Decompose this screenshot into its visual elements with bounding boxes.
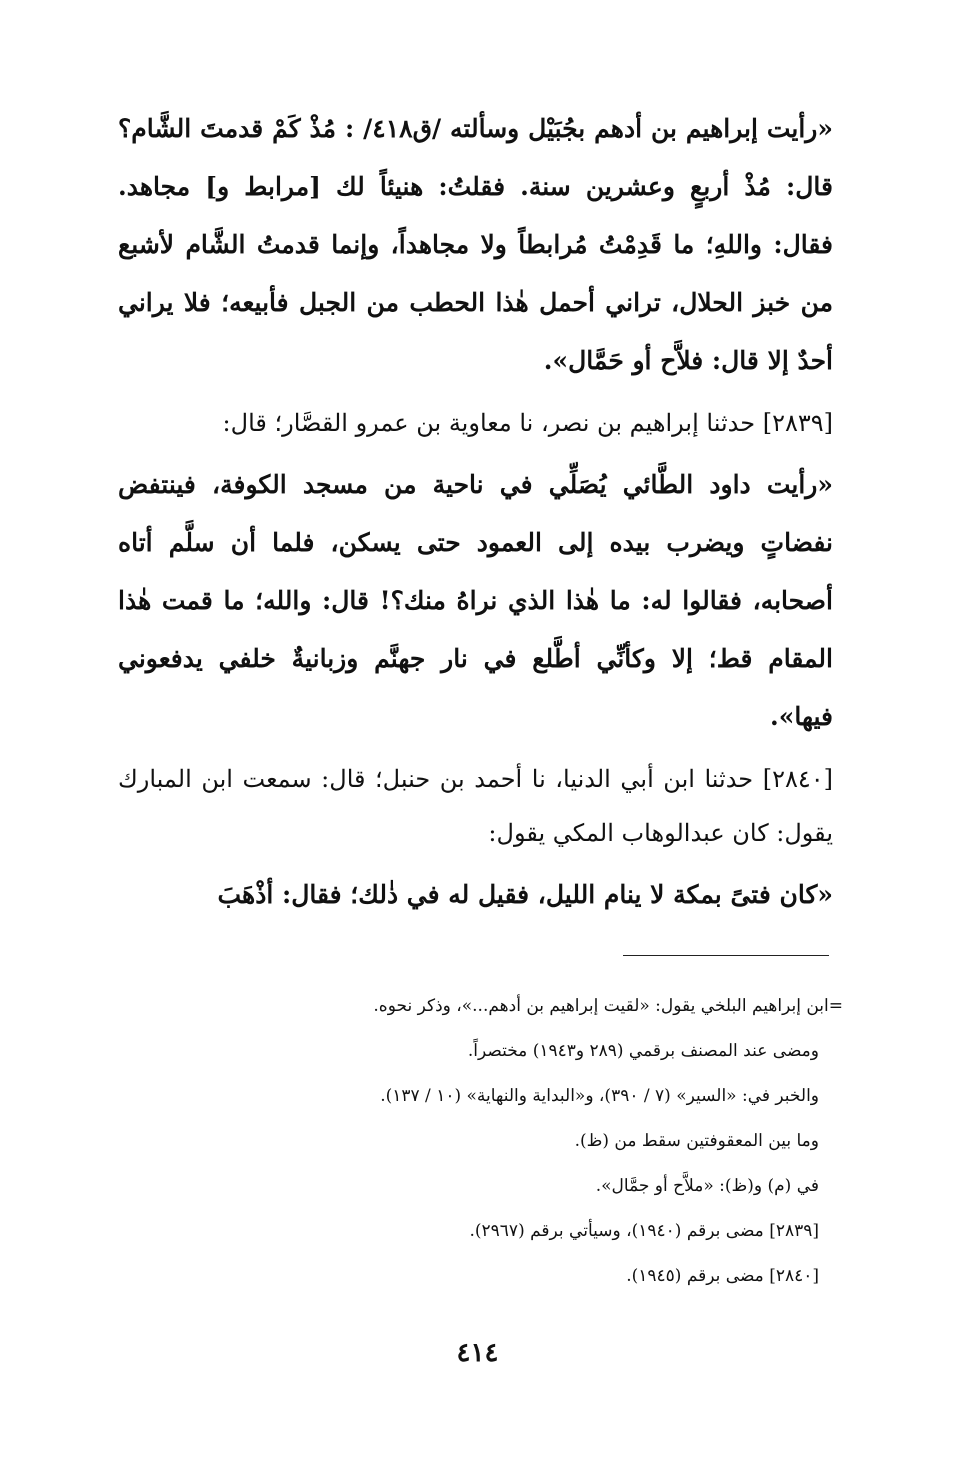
footnote-line: [٢٨٣٩] مضى برقم (١٩٤٠)، وسيأتي برقم (٢٩٦٧). — [469, 1221, 819, 1241]
quote-paragraph-2838: «رأيت إبراهيم بن أدهم بجُبَيْل وسألته /ق٤١٨/ : مُذْ كَمْ قدمتَ الشَّام؟ قال: مُذْ أربعٍ وعشرين سنة. فقلتُ: هنيئاً لك [مرابط و] مجاهد. فقال: واللهِ؛ ما قَدِمْتُ مُرابطاً ولا مجاهداً، وإنما قدمتُ الشَّام لأشبع من خبز الحلال، تراني أحمل هٰذا الحطب من الجبل فأبيعه؛ فلا يراني أحدٌ إلا قال: فلاَّح أو حَمَّال». — [118, 114, 833, 375]
footnote-line: والخبر في: «السير» (٧ / ٣٩٠)، و«البداية والنهاية» (١٠ / ١٣٧). — [380, 1086, 819, 1106]
footnote-line: [٢٨٤٠] مضى برقم (١٩٤٥). — [626, 1266, 819, 1286]
quote-paragraph-2840: «كان فتىً بمكة لا ينام الليل، فقيل له في ذٰلك؛ فقال: أذْهَبَ — [217, 880, 833, 909]
quote-paragraph-2839: «رأيت داود الطَّائي يُصَلِّي في ناحية من مسجد الكوفة، فينتفض نفضاتٍ ويضرب بيده إلى العمود حتى يسكن، فلما أن سلَّم أتاه أصحابه، فقالوا له: ما هٰذا الذي نراهُ منك؟! قال: والله؛ ما قمت هٰذا المقام قط؛ إلا وكأنِّي أطَّلع في نار جهنَّم وزبانيةٌ خلفي يدفعوني فيها». — [118, 470, 833, 731]
footnote-line: وما بين المعقوفتين سقط من (ظ). — [574, 1131, 819, 1151]
isnad-paragraph-2840: [٢٨٤٠] حدثنا ابن أبي الدنيا، نا أحمد بن حنبل؛ قال: سمعت ابن المبارك يقول: كان عبدالوهاب المكي يقول: — [118, 765, 833, 847]
footnote-line: في (م) و(ظ): «ملاَّح أو جمَّال». — [595, 1176, 819, 1196]
footnotes — [103, 984, 843, 1299]
footnote-line: ومضى عند المصنف برقمي (٢٨٩ و١٩٤٣) مختصراً. — [467, 1041, 819, 1061]
main-text — [118, 100, 833, 924]
footnote-separator — [623, 955, 829, 956]
footnote-line: =ابن إبراهيم البلخي يقول: «لقيت إبراهيم بن أدهم...»، وذكر نحوه. — [373, 996, 843, 1016]
page-number: ٤١٤ — [456, 1338, 499, 1368]
isnad-paragraph-2839: [٢٨٣٩] حدثنا إبراهيم بن نصر، نا معاوية بن عمرو القصَّار؛ قال: — [222, 409, 833, 437]
